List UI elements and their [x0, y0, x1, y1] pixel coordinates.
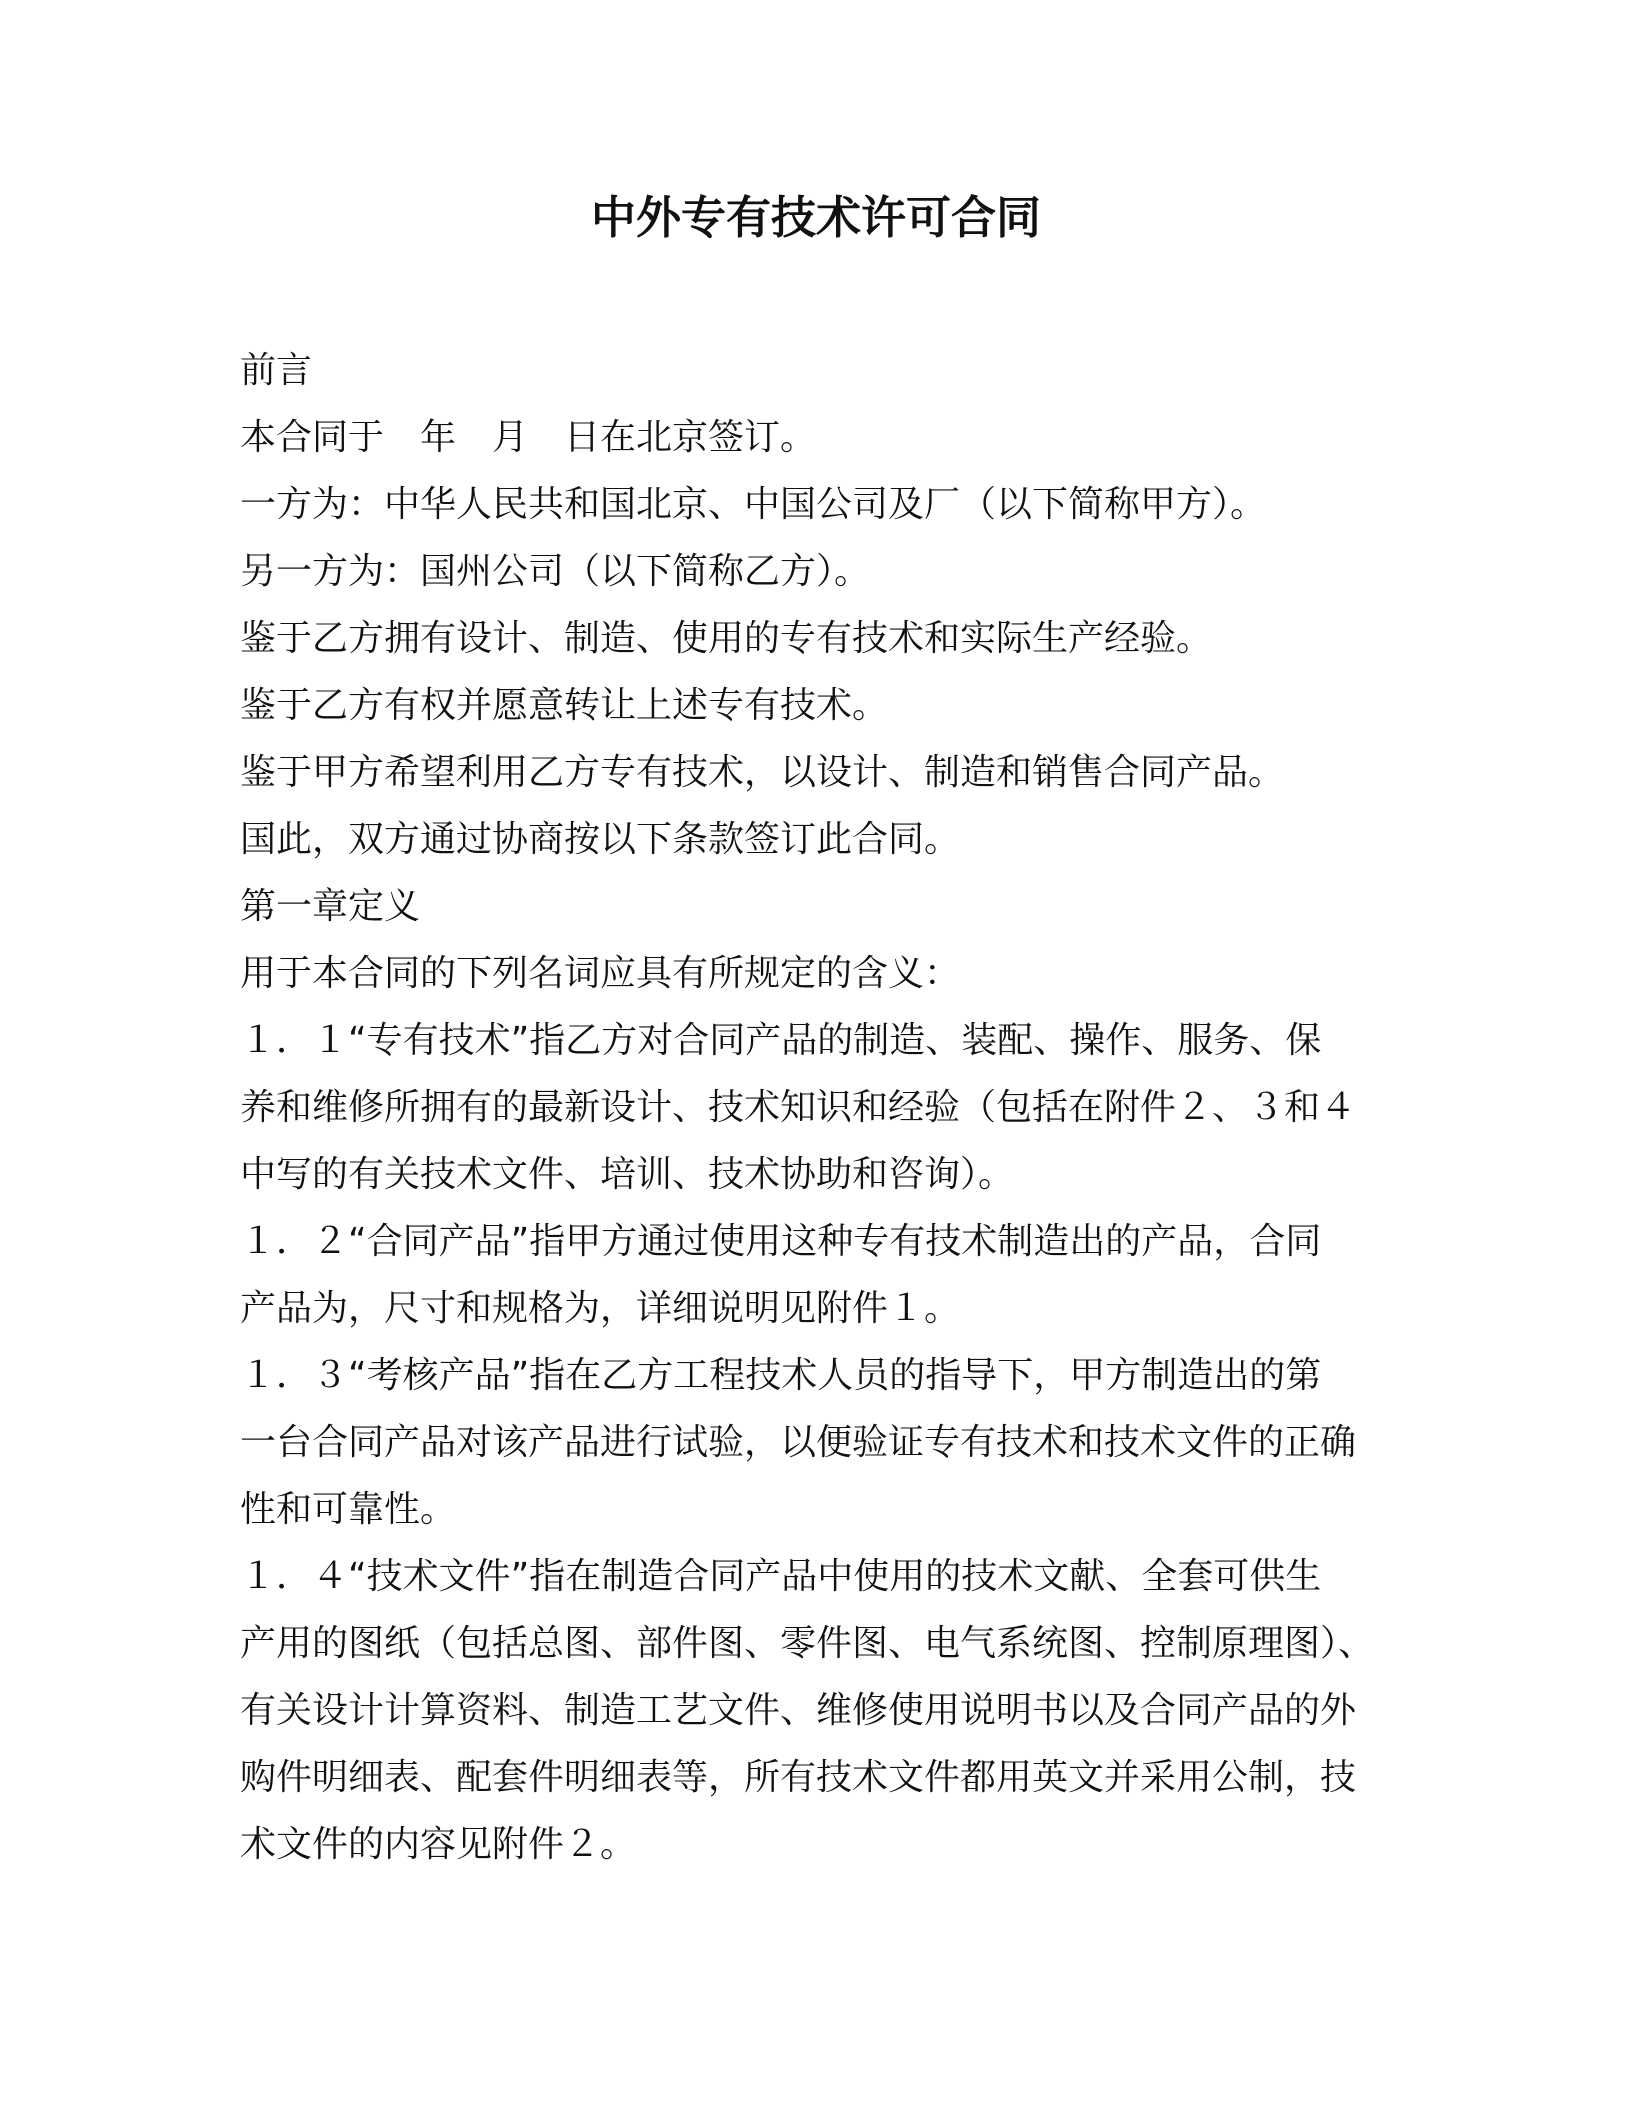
- signing-statement: 本合同于 年 月 日在北京签订。: [240, 417, 817, 458]
- party-b-statement: 另一方为：国州公司（以下简称乙方）。: [240, 551, 871, 592]
- preface-heading: 前言: [240, 350, 313, 391]
- whereas-clause: 鉴于乙方有权并愿意转让上述专有技术。: [240, 685, 889, 726]
- definition-1-1-line: 中写的有关技术文件、培训、技术协助和咨询）。: [240, 1154, 1015, 1195]
- definitions-intro: 用于本合同的下列名词应具有所规定的含义：: [240, 953, 961, 994]
- definition-1-1-line: １．１“专有技术”指乙方对合同产品的制造、装配、操作、服务、保: [240, 1020, 1322, 1061]
- whereas-clause: 鉴于乙方拥有设计、制造、使用的专有技术和实际生产经验。: [240, 618, 1213, 659]
- definition-1-4-line: １．４“技术文件”指在制造合同产品中使用的技术文献、全套可供生: [240, 1556, 1322, 1597]
- definition-1-3-line: 一台合同产品对该产品进行试验，以便验证专有技术和技术文件的正确: [240, 1422, 1357, 1463]
- definition-1-1-line: 养和维修所拥有的最新设计、技术知识和经验（包括在附件２、３和４: [240, 1087, 1357, 1128]
- definition-1-3-line: 性和可靠性。: [240, 1489, 457, 1530]
- document-body: [240, 337, 1392, 1878]
- definition-1-3-line: １．３“考核产品”指在乙方工程技术人员的指导下，甲方制造出的第: [240, 1355, 1322, 1396]
- whereas-clause: 鉴于甲方希望利用乙方专有技术，以设计、制造和销售合同产品。: [240, 752, 1285, 793]
- definition-1-2-line: 产品为，尺寸和规格为，详细说明见附件１。: [240, 1288, 961, 1329]
- definition-1-2-line: １．２“合同产品”指甲方通过使用这种专有技术制造出的产品，合同: [240, 1221, 1322, 1262]
- chapter-heading: 第一章定义: [240, 886, 421, 927]
- definition-1-4-line: 产用的图纸（包括总图、部件图、零件图、电气系统图、控制原理图）、: [240, 1623, 1375, 1664]
- definition-1-4-line: 术文件的内容见附件２。: [240, 1824, 637, 1865]
- agreement-statement: 国此，双方通过协商按以下条款签订此合同。: [240, 819, 961, 860]
- document-title: 中外专有技术许可合同: [590, 191, 1041, 244]
- party-a-statement: 一方为：中华人民共和国北京、中国公司及厂（以下简称甲方）。: [240, 484, 1267, 525]
- definition-1-4-line: 购件明细表、配套件明细表等，所有技术文件都用英文并采用公制，技: [240, 1757, 1357, 1798]
- definition-1-4-line: 有关设计计算资料、制造工艺文件、维修使用说明书以及合同产品的外: [240, 1690, 1357, 1731]
